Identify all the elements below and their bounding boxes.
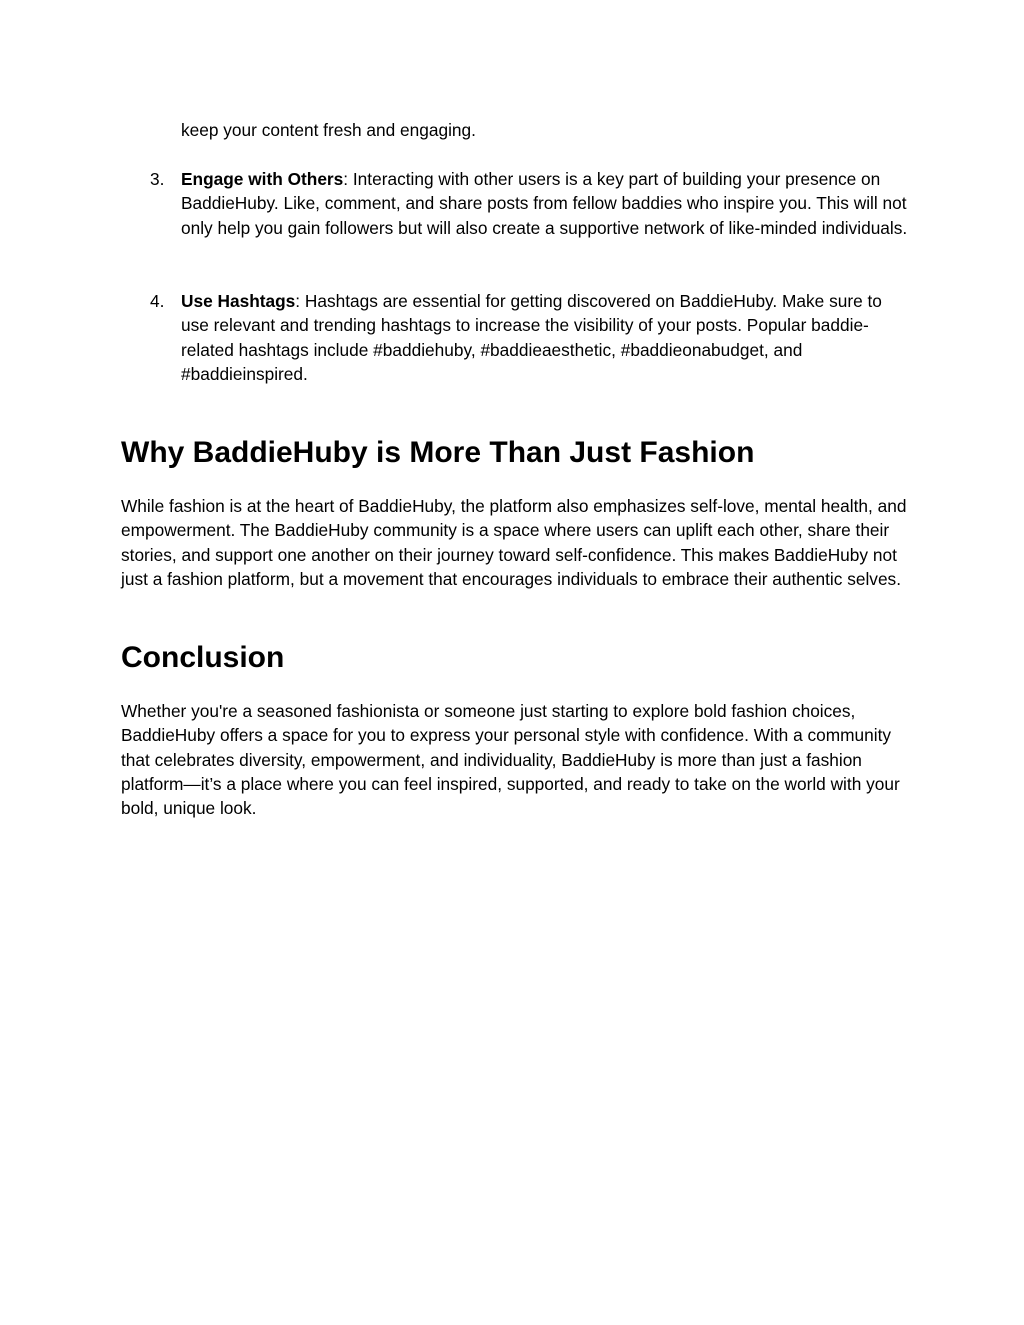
list-item-term: Use Hashtags	[181, 291, 296, 311]
list-item-text: : Hashtags are essential for getting discovered on BaddieHuby. Make sure to use relevant and trending hashtags to increase the visibility of your posts. Popular baddie-related hashtags include #baddiehuby, #baddieaesthetic, #baddieonabudget, and #baddieinspired.	[181, 291, 882, 384]
list-number: 3.	[150, 169, 165, 189]
section-body-more-than-fashion: While fashion is at the heart of BaddieHuby, the platform also emphasizes self-love, mental health, and empowerment. The BaddieHuby community is a space where users can uplift each other, share their stories, and support one another on their journey toward self-confidence. This makes BaddieHuby not just a fashion platform, but a movement that encourages individuals to embrace their authentic selves.	[121, 496, 907, 589]
section-body-conclusion: Whether you're a seasoned fashionista or someone just starting to explore bold fashion choices, BaddieHuby offers a space for you to express your personal style with confidence. With a community that celebrates diversity, empowerment, and individuality, BaddieHuby is more than just a fashion platform—it’s a place where you can feel inspired, supported, and ready to take on the world with your bold, unique look.	[121, 701, 900, 819]
list-item-use-hashtags	[181, 289, 911, 386]
list-item-term: Engage with Others	[181, 169, 344, 189]
list-item-engage-with-others	[181, 167, 911, 240]
section-heading-conclusion: Conclusion	[121, 641, 285, 674]
section-heading-more-than-fashion: Why BaddieHuby is More Than Just Fashion	[121, 436, 755, 469]
list-number: 4.	[150, 291, 165, 311]
list-continuation-text: keep your content fresh and engaging.	[181, 120, 476, 140]
list-item-text: : Interacting with other users is a key part of building your presence on BaddieHuby. Like, comment, and share posts from fellow baddies who inspire you. This will not only help you gain followers but will also create a supportive network of like-minded individuals.	[181, 169, 908, 238]
